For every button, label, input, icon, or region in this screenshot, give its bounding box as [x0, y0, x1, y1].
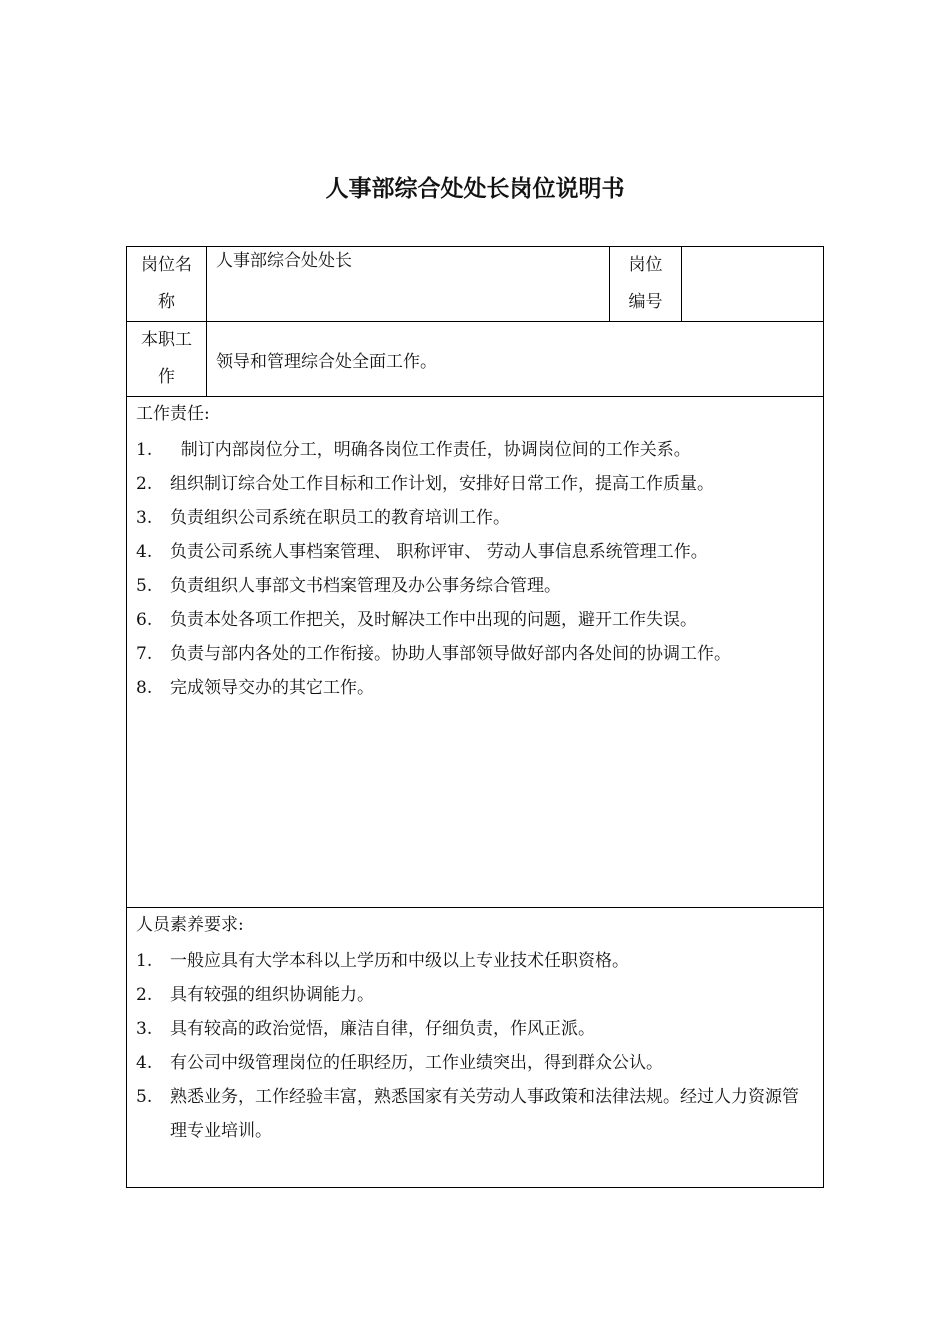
position-name-value: 人事部综合处处长 — [207, 247, 610, 322]
list-item: 1. 制订内部岗位分工，明确各岗位工作责任，协调岗位间的工作关系。 — [136, 440, 691, 460]
list-item: 5. 熟悉业务，工作经验丰富，熟悉国家有关劳动人事政策和法律法规。经过人力资源管理专业培训。 — [136, 1087, 799, 1141]
list-item: 5. 负责组织人事部文书档案管理及办公事务综合管理。 — [136, 576, 561, 596]
list-item: 3. 具有较高的政治觉悟，廉洁自律，仔细负责，作风正派。 — [136, 1019, 595, 1039]
list-item: 3. 负责组织公司系统在职员工的教育培训工作。 — [136, 508, 510, 528]
responsibilities-section — [127, 397, 824, 908]
list-item: 2. 组织制订综合处工作目标和工作计划，安排好日常工作，提高工作质量。 — [136, 474, 714, 494]
list-item: 2. 具有较强的组织协调能力。 — [136, 985, 374, 1005]
position-name-row — [127, 247, 824, 322]
primary-duty-row — [127, 322, 824, 397]
job-description-table — [126, 246, 824, 1188]
requirements-row — [127, 908, 824, 1188]
list-item: 7. 负责与部内各处的工作衔接。协助人事部领导做好部内各处间的协调工作。 — [136, 644, 731, 664]
list-item: 4. 负责公司系统人事档案管理、 职称评审、 劳动人事信息系统管理工作。 — [136, 542, 708, 562]
primary-duty-label: 本职工 作 — [127, 322, 207, 397]
primary-duty-value: 领导和管理综合处全面工作。 — [207, 322, 824, 397]
position-code-value — [682, 247, 824, 322]
responsibilities-row — [127, 397, 824, 908]
list-item: 1. 一般应具有大学本科以上学历和中级以上专业技术任职资格。 — [136, 951, 629, 971]
list-item: 8. 完成领导交办的其它工作。 — [136, 678, 374, 698]
document-title: 人事部综合处处长岗位说明书 — [325, 176, 625, 202]
position-name-label: 岗位名 称 — [127, 247, 207, 322]
list-item: 4. 有公司中级管理岗位的任职经历，工作业绩突出，得到群众公认。 — [136, 1053, 663, 1073]
requirements-heading: 人员素养要求: — [136, 915, 244, 935]
position-code-label: 岗位 编号 — [610, 247, 682, 322]
requirements-section — [127, 908, 824, 1188]
list-item: 6. 负责本处各项工作把关，及时解决工作中出现的问题，避开工作失误。 — [136, 610, 697, 630]
responsibilities-heading: 工作责任: — [136, 404, 210, 424]
